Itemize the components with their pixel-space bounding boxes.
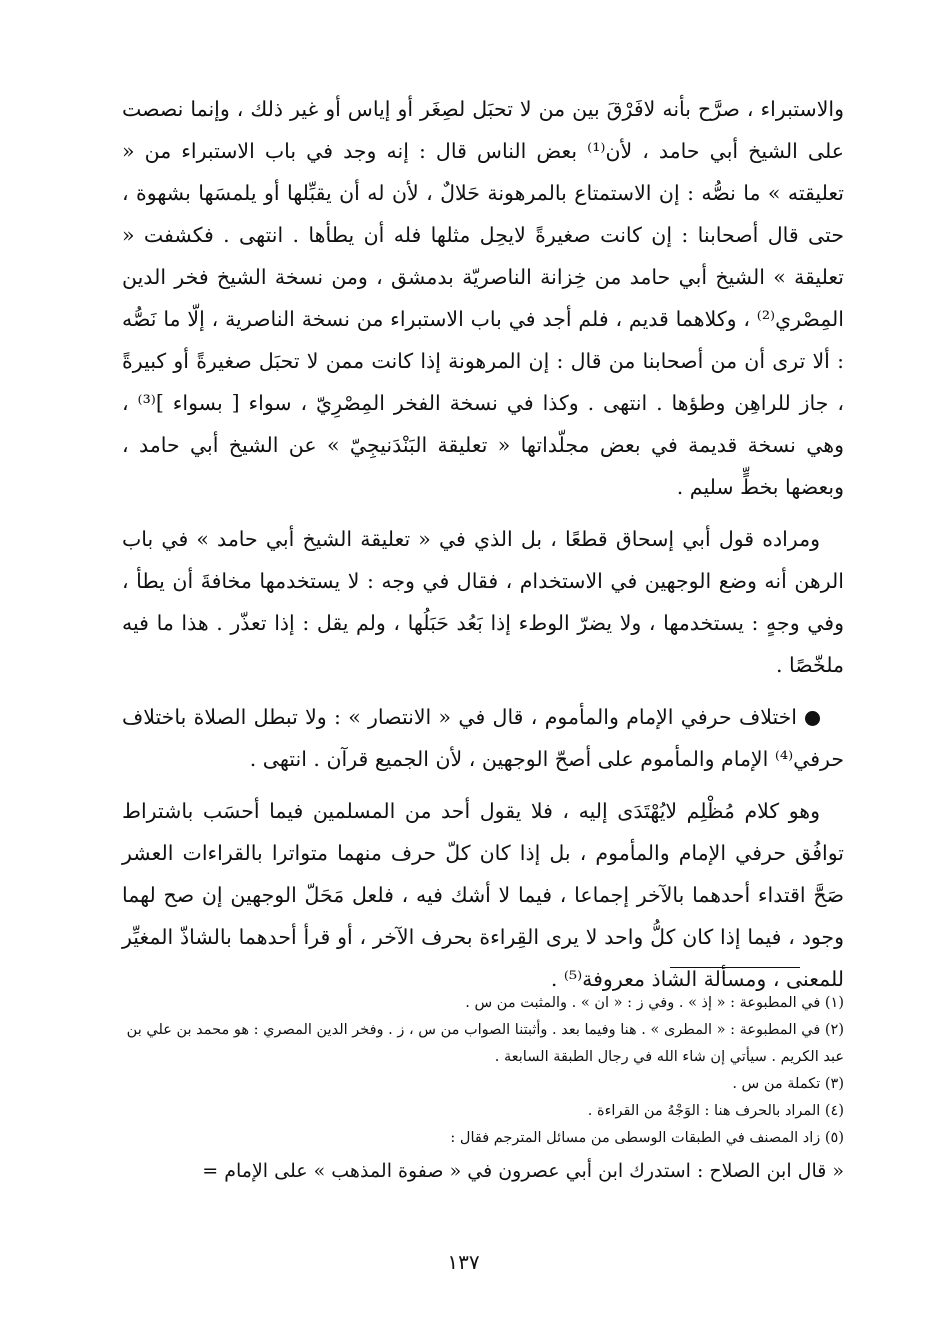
- page-number: ١٣٧: [447, 1250, 480, 1274]
- footnote-separator: [670, 967, 800, 968]
- paragraph-2: ومراده قول أبي إسحاق قطعًا ، بل الذي في « تعليقة الشيخ أبي حامد » في باب الرهن أنه وضع الوجهين في الاستخدام ، فقال في وجه : لا يستخدمها مخافةَ أن يطأ ، وفي وجهٍ : يستخدمها ، ولا يضرّ الوطء إذا بَعُد حَبَلُها ، ولم يقل : إذا تعذّر . هذا ما فيه ملخّصًا .: [122, 527, 844, 677]
- footnote-2: (٢) في المطبوعة : « المطرى » . هنا وفيما بعد . وأثبتنا الصواب من س ، ز . وفخر الدين المصري : هو محمد بن علي بن عبد الكريم . سيأتي إن شاء الله في رجال الطبقة السابعة .: [126, 1022, 844, 1065]
- paragraph-4: وهو كلام مُظْلِم لايُهْتَدَى إليه ، فلا يقول أحد من المسلمين فيما أحسَب باشتراط توافُق حرفي الإمام والمأموم ، بل إذا كان كلّ حرف منهما متواترا بالقراءات العشر صَحَّ اقتداء أحدهما بالآخر إجماعا ، فيما لا أشك فيه ، فلعل مَحَلّ الوجهين إن صح لهما وجود ، فيما إذا كان كلُّ واحد لا يرى القِراءة بحرف الآخر ، أو قرأ أحدهما بالشاذّ المغيِّر للمعنى ، ومسألة الشاذ معروفة⁽⁵⁾ .: [122, 799, 844, 991]
- footnote-3: (٣) تكملة من س .: [732, 1076, 844, 1092]
- paragraph-3-text: اختلاف حرفي الإمام والمأموم ، قال في « الانتصار » : ولا تبطل الصلاة باختلاف حرفي⁽⁴⁾ الإمام والمأموم على أصحّ الوجهين ، لأن الجميع قرآن . انتهى .: [122, 705, 844, 771]
- footnote-continuation: « قال ابن الصلاح : استدرك ابن أبي عصرون في « صفوة المذهب » على الإمام =: [202, 1160, 844, 1182]
- main-text: [122, 88, 844, 1010]
- footnotes: [116, 990, 844, 1188]
- bullet-icon: [805, 711, 820, 726]
- footnote-4: (٤) المراد بالحرف هنا : الوَجْهُ من القراءة .: [587, 1103, 844, 1119]
- paragraph-3: [122, 696, 844, 780]
- paragraph-1: والاستبراء ، صرَّح بأنه لافَرْقَ بين من لا تحبَل لصِغَر أو إياس أو غير ذلك ، وإنما نصصت على الشيخ أبي حامد ، لأن⁽¹⁾ بعض الناس قال : إنه وجد في باب الاستبراء من « تعليقته » ما نصُّه : إن الاستمتاع بالمرهونة حَلالٌ ، لأن له أن يقبِّلها أو يلمسَها بشهوة ، حتى قال أصحابنا : إن كانت صغيرةً لايحِل مثلها فله أن يطأها . انتهى . فكشفت « تعليقة » الشيخ أبي حامد من خِزانة الناصريّة بدمشق ، ومن نسخة الشيخ فخر الدين المِصْري⁽²⁾ ، وكلاهما قديم ، فلم أجد في باب الاستبراء من نسخة الناصرية ، إلّا ما نَصُّه : ألا ترى أن من أصحابنا من قال : إن المرهونة إذا كانت ممن لا تحبَل صغيرةً أو كبيرةً ، جاز للراهِن وطؤها . انتهى . وكذا في نسخة الفخر المِصْرِيّ ، سواء [ بسواء ]⁽³⁾ ، وهي نسخة قديمة في بعض مجلّداتها « تعليقة البَنْدَنيجِيّ » عن الشيخ أبي حامد ، وبعضها بخطٍّ سليم .: [122, 97, 845, 499]
- footnote-5: (٥) زاد المصنف في الطبقات الوسطى من مسائل المترجم فقال :: [450, 1130, 844, 1146]
- footnote-1: (١) في المطبوعة : « إذ » . وفي ز : « ان » . والمثبت من س .: [465, 995, 844, 1011]
